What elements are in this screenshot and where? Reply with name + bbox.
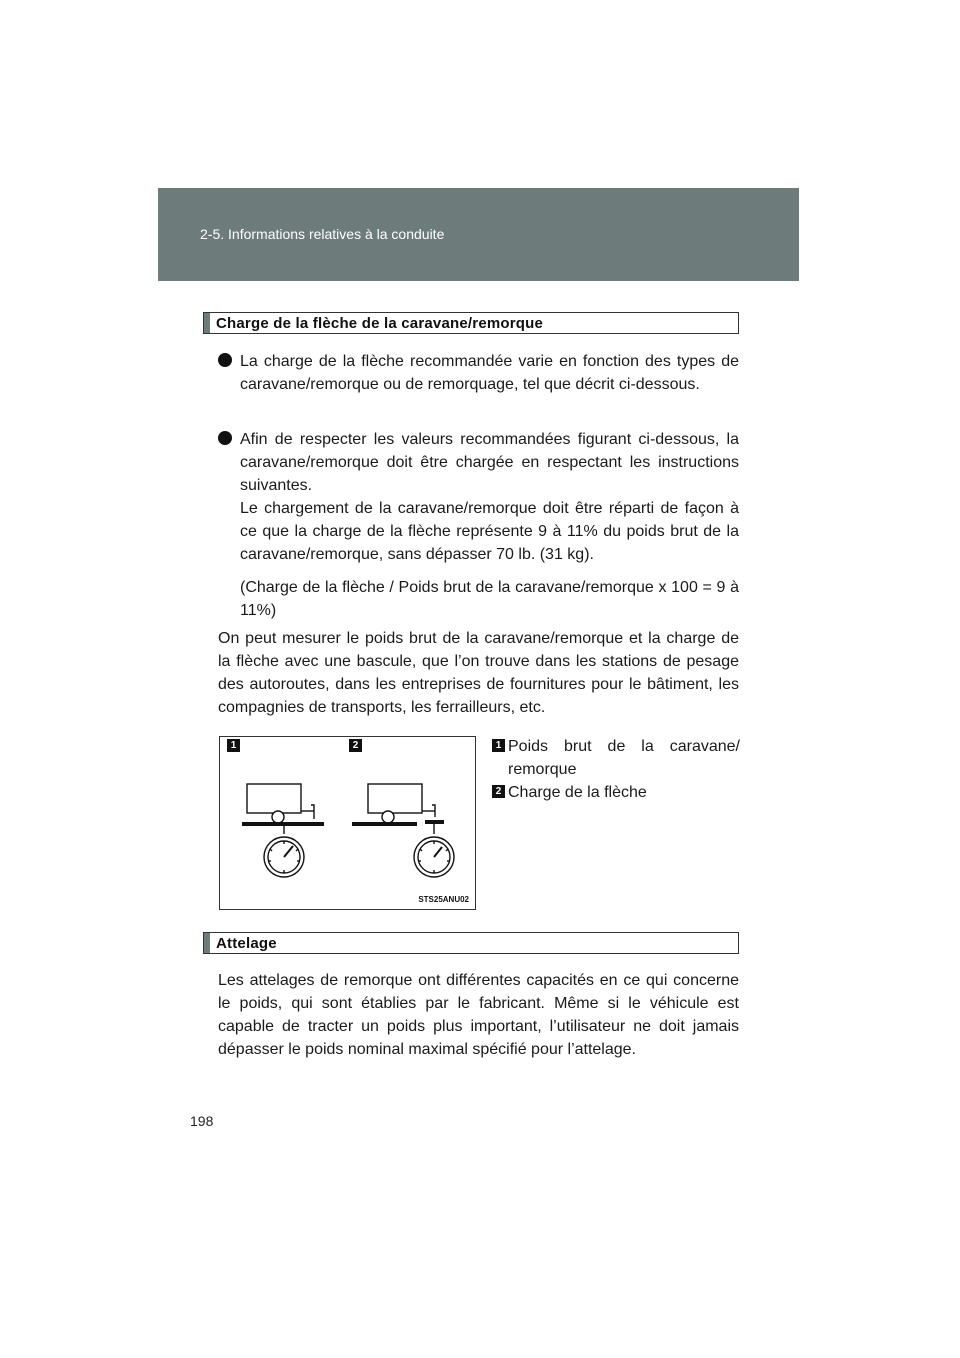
- section-heading-bar: [204, 933, 210, 953]
- figure-badge-2: 2: [349, 739, 362, 752]
- paragraph-text: Les attelages de remorque ont différentes capacités en ce qui concerne le poids, qui sont établies par le fabricant. Même si le véhicule est capable de tracter un poids plus important, l’utilisateur ne doit jamais dépasser le poids nominal maximal spécifié pour l’attelage.: [218, 972, 739, 1058]
- section-heading-hitch: [203, 932, 739, 954]
- bullet-subtext: Le chargement de la caravane/remorque doit être réparti de façon à ce que la charge de la flèche représente 9 à 11% du poids brut de la caravane/remorque, sans dépasser 70 lb. (31 kg).: [240, 500, 739, 563]
- bullet-dot-icon: [218, 431, 232, 445]
- bullet-dot-icon: [218, 353, 232, 367]
- figure-weighing-diagram: [219, 736, 476, 910]
- section-heading-bar: [204, 313, 210, 333]
- bullet-item-load-instructions: [218, 428, 739, 622]
- paragraph-hitch-info: [218, 969, 739, 1061]
- legend-text-2: Charge de la flèche: [508, 784, 647, 801]
- bullet-text: La charge de la flèche recommandée varie en fonction des types de caravane/remorque ou de remorquage, tel que décrit ci-dessous.: [240, 353, 739, 393]
- page-number: 198: [190, 1113, 214, 1129]
- formula-text: (Charge de la flèche / Poids brut de la caravane/remorque x 100 = 9 à 11%): [240, 579, 739, 619]
- legend-badge-1: 1: [492, 739, 505, 752]
- paragraph-scale-info: [218, 627, 739, 719]
- section-heading-tongue-load: [203, 312, 739, 334]
- weighing-illustration: [220, 737, 475, 909]
- figure-code: STS25ANU02: [418, 895, 469, 904]
- legend-text-1: Poids brut de la caravane/ remorque: [508, 738, 740, 778]
- legend-item-1: [492, 735, 740, 781]
- section-heading-label: Attelage: [216, 935, 277, 952]
- trailer-on-scale-illustration: [242, 784, 324, 877]
- tongue-on-scale-illustration: [352, 784, 454, 877]
- paragraph-text: On peut mesurer le poids brut de la caravane/remorque et la charge de la flèche avec une bascule, que l’on trouve dans les stations de pesage des autoroutes, dans les entreprises de fournitures pour le bâtiment, les compagnies de transports, les ferrailleurs, etc.: [218, 630, 739, 716]
- figure-badge-1: 1: [227, 739, 240, 752]
- chapter-title: 2-5. Informations relatives à la conduite: [200, 226, 445, 242]
- legend-badge-2: 2: [492, 785, 505, 798]
- legend-item-2: [492, 781, 740, 804]
- chapter-header-band: [158, 188, 799, 281]
- bullet-text: Afin de respecter les valeurs recommandées figurant ci-dessous, la caravane/remorque doit être chargée en respectant les instructions suivantes.: [240, 431, 739, 494]
- section-heading-label: Charge de la flèche de la caravane/remorque: [216, 315, 544, 332]
- bullet-item-tongue-load-varies: [218, 350, 739, 396]
